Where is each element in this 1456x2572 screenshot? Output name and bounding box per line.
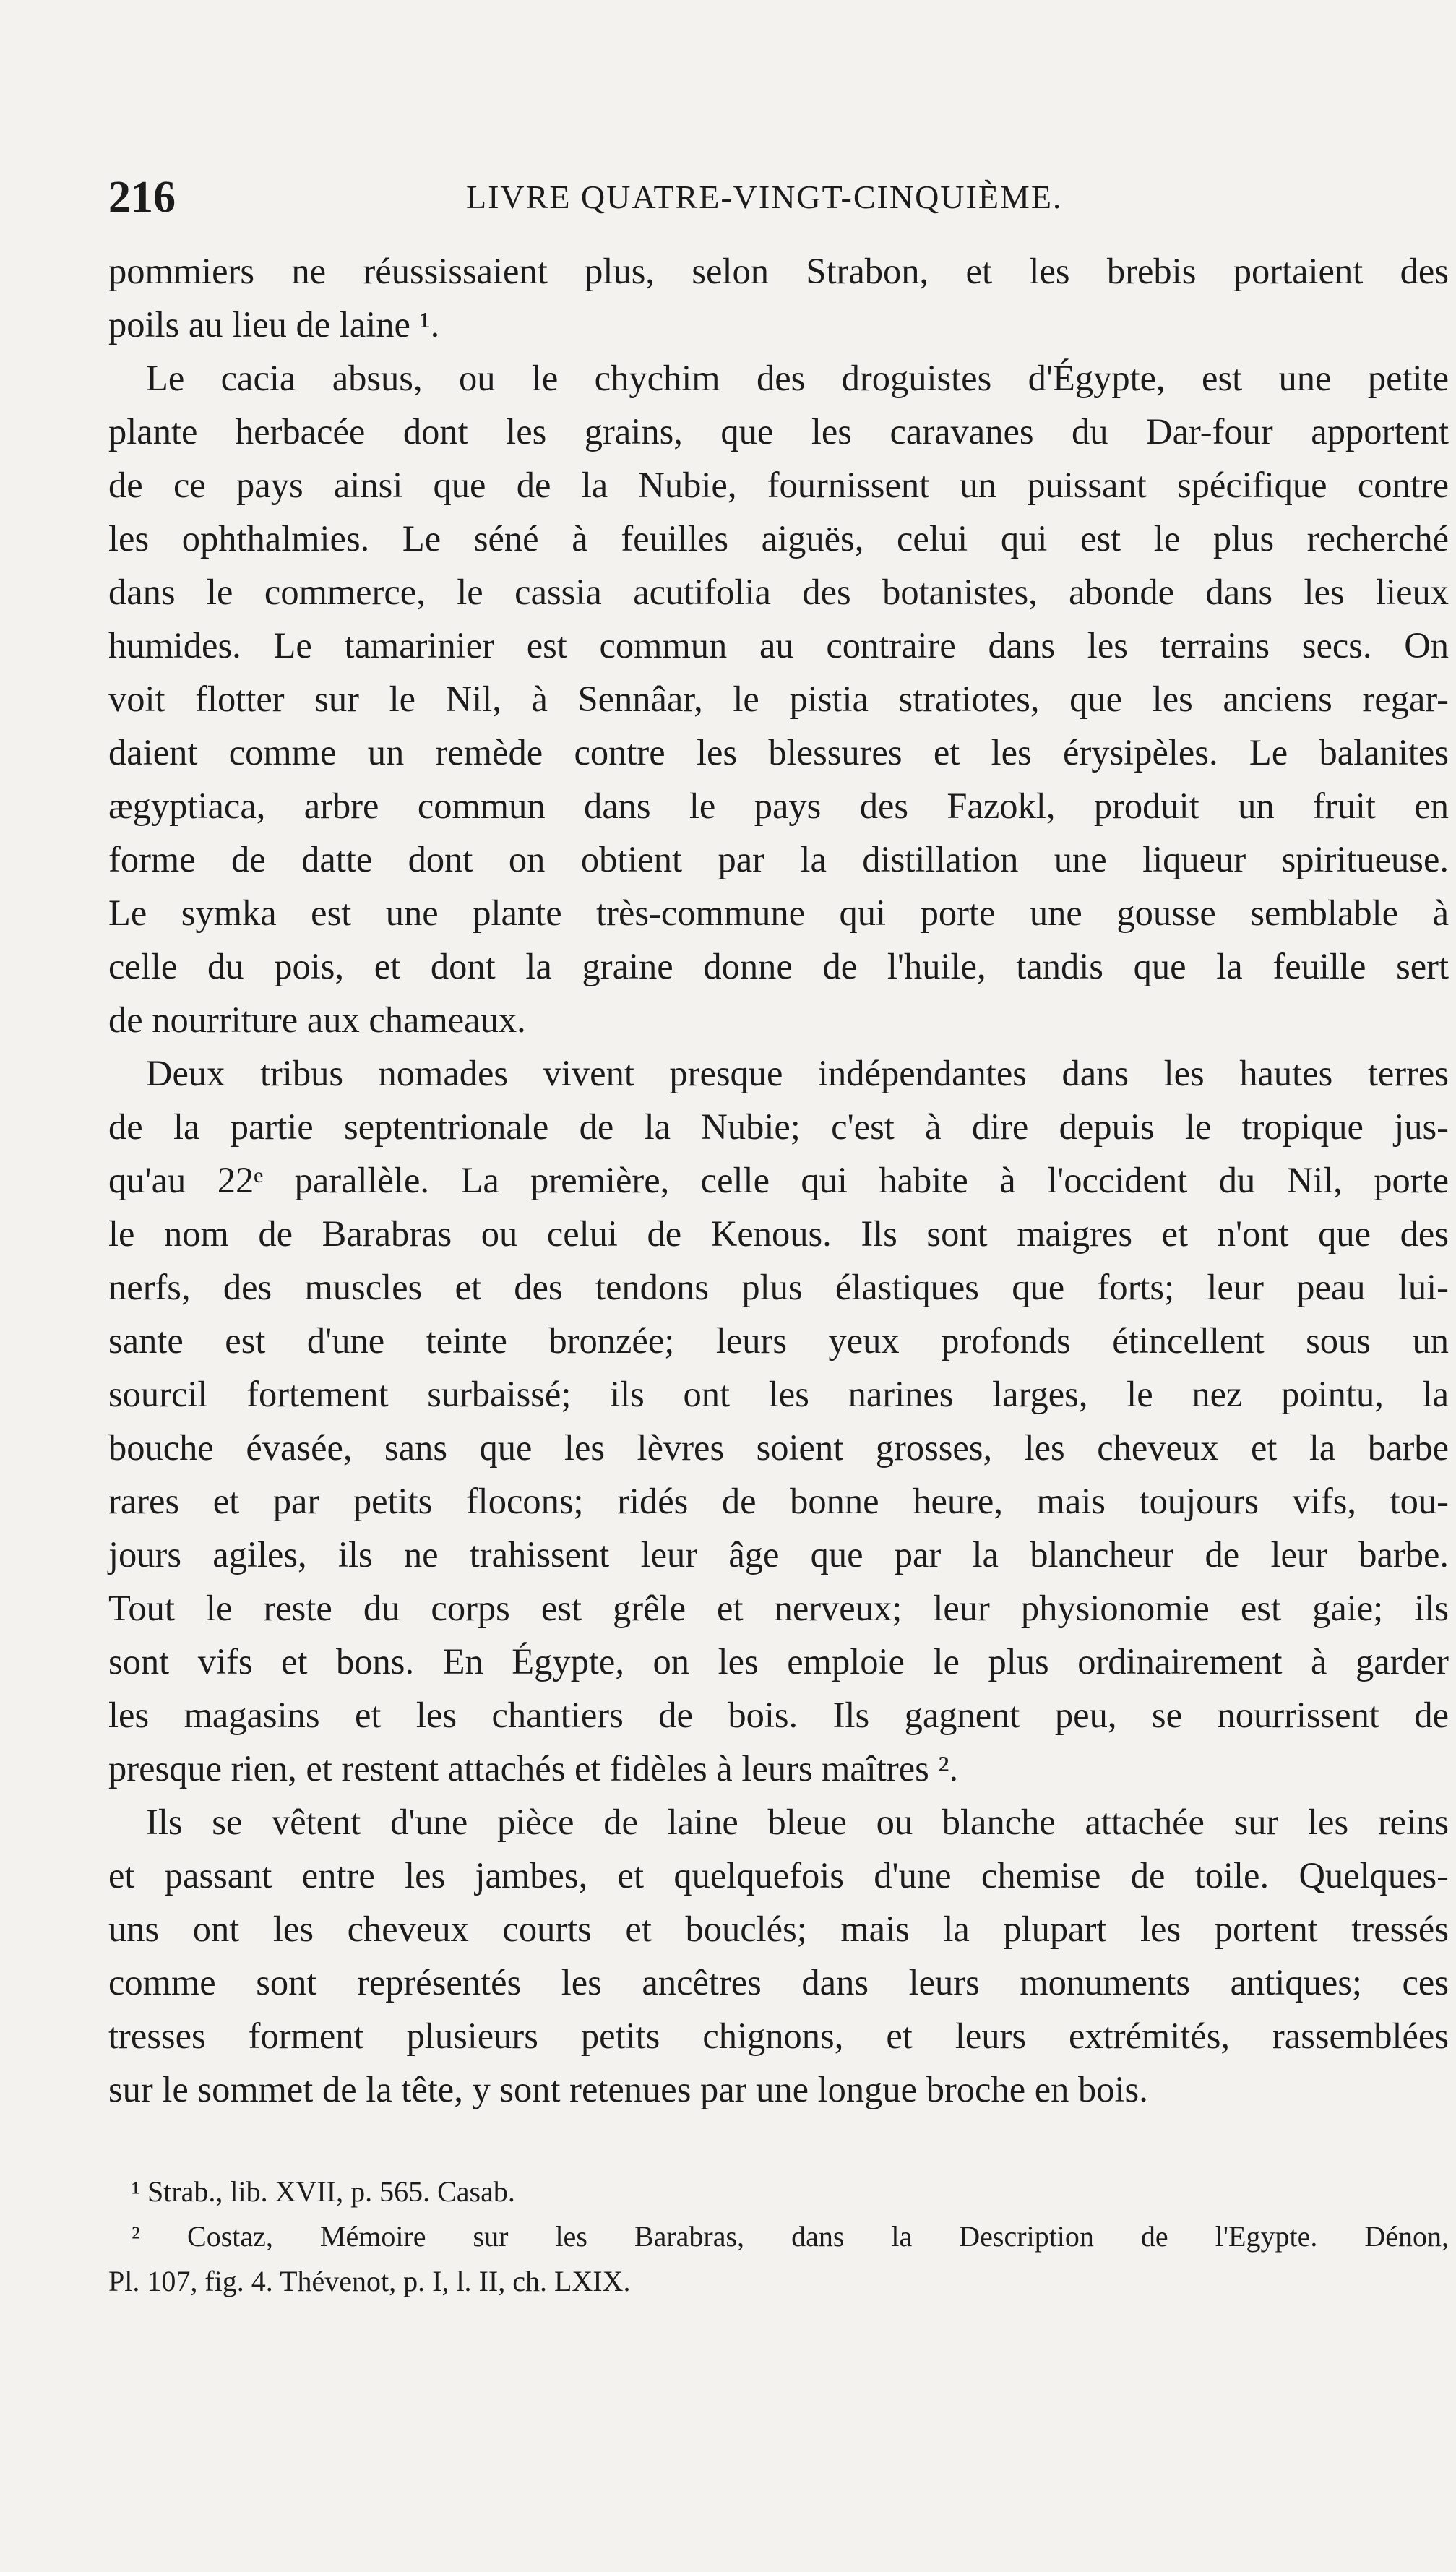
page-number: 216 [108,173,176,222]
body-line: le nom de Barabras ou celui de Kenous. Ils sont maigres et n'ont que des [108,1213,1449,1254]
body-line: Tout le reste du corps est grêle et nerveux; leur physionomie est gaie; ils [108,1588,1449,1628]
body-line: jours agiles, ils ne trahissent leur âge que par la blancheur de leur barbe. [108,1534,1449,1575]
body-line: nerfs, des muscles et des tendons plus élastiques que forts; leur peau lui- [108,1267,1449,1307]
body-line: Le symka est une plante très-commune qui porte une gousse semblable à [108,893,1449,933]
paragraph-barabras [108,1046,1449,1795]
paragraph-clothing [108,1795,1449,2116]
body-line: comme sont représentés les ancêtres dans leurs monuments antiques; ces [108,1962,1449,2003]
body-line: et passant entre les jambes, et quelquefois d'une chemise de toile. Quelques- [108,1855,1449,1896]
body-line: sourcil fortement surbaissé; ils ont les narines larges, le nez pointu, la [108,1374,1449,1414]
body-line: uns ont les cheveux courts et bouclés; mais la plupart les portent tressés [108,1909,1449,1949]
footnote-line: Pl. 107, fig. 4. Thévenot, p. I, l. II, ch. LXIX. [108,2265,631,2297]
body-line: de nourriture aux chameaux. [108,999,526,1040]
body-line: Ils se vêtent d'une pièce de laine bleue ou blanche attachée sur les reins [146,1802,1449,1842]
body-line: Deux tribus nomades vivent presque indépendantes dans les hautes terres [146,1053,1449,1093]
body-line: rares et par petits flocons; ridés de bonne heure, mais toujours vifs, tou- [108,1481,1449,1521]
page-header [108,172,1449,223]
footnote-line: ² Costaz, Mémoire sur les Barabras, dans la Description de l'Egypte. Dénon, [132,2220,1449,2253]
footnote-line: ¹ Strab., lib. XVII, p. 565. Casab. [132,2175,515,2208]
body-line: de ce pays ainsi que de la Nubie, fournissent un puissant spécifique contre [108,465,1449,505]
body-line: celle du pois, et dont la graine donne de l'huile, tandis que la feuille sert [108,946,1449,986]
body-line: plante herbacée dont les grains, que les caravanes du Dar-four apportent [108,411,1449,452]
body-line: humides. Le tamarinier est commun au contraire dans les terrains secs. On [108,625,1449,666]
body-line: ægyptiaca, arbre commun dans le pays des Fazokl, produit un fruit en [108,786,1449,826]
body-line: poils au lieu de laine ¹. [108,304,440,345]
body-line: les ophthalmies. Le séné à feuilles aiguës, celui qui est le plus recherché [108,518,1449,559]
body-line: forme de datte dont on obtient par la distillation une liqueur spiritueuse. [108,839,1449,879]
body-line: sante est d'une teinte bronzée; leurs yeux profonds étincellent sous un [108,1320,1449,1361]
paragraph-plants [108,351,1449,1046]
body-line: tresses forment plusieurs petits chignons, et leurs extrémités, rassemblées [108,2016,1449,2056]
body-line: sur le sommet de la tête, y sont retenues par une longue broche en bois. [108,2069,1148,2109]
body-line: daient comme un remède contre les blessures et les érysipèles. Le balanites [108,732,1449,773]
body-line: voit flotter sur le Nil, à Sennâar, le pistia stratiotes, que les anciens regar- [108,679,1449,719]
body-line: dans le commerce, le cassia acutifolia des botanistes, abonde dans les lieux [108,572,1449,612]
body-line: presque rien, et restent attachés et fidèles à leurs maîtres ². [108,1748,959,1789]
running-title: LIVRE QUATRE-VINGT-CINQUIÈME. [466,179,1063,215]
body-line: de la partie septentrionale de la Nubie; c'est à dire depuis le tropique jus- [108,1106,1449,1147]
body-line: Le cacia absus, ou le chychim des droguistes d'Égypte, est une petite [146,358,1449,398]
body-line: qu'au 22ᵉ parallèle. La première, celle qui habite à l'occident du Nil, porte [108,1160,1449,1200]
body-line: les magasins et les chantiers de bois. Ils gagnent peu, se nourrissent de [108,1695,1449,1735]
body-line: pommiers ne réussissaient plus, selon Strabon, et les brebis portaient des [108,251,1449,291]
paragraph-continuation [108,244,1449,351]
body-line: sont vifs et bons. En Égypte, on les emploie le plus ordinairement à garder [108,1641,1449,1682]
body-line: bouche évasée, sans que les lèvres soient grosses, les cheveux et la barbe [108,1427,1449,1468]
footnotes [108,2169,1449,2304]
